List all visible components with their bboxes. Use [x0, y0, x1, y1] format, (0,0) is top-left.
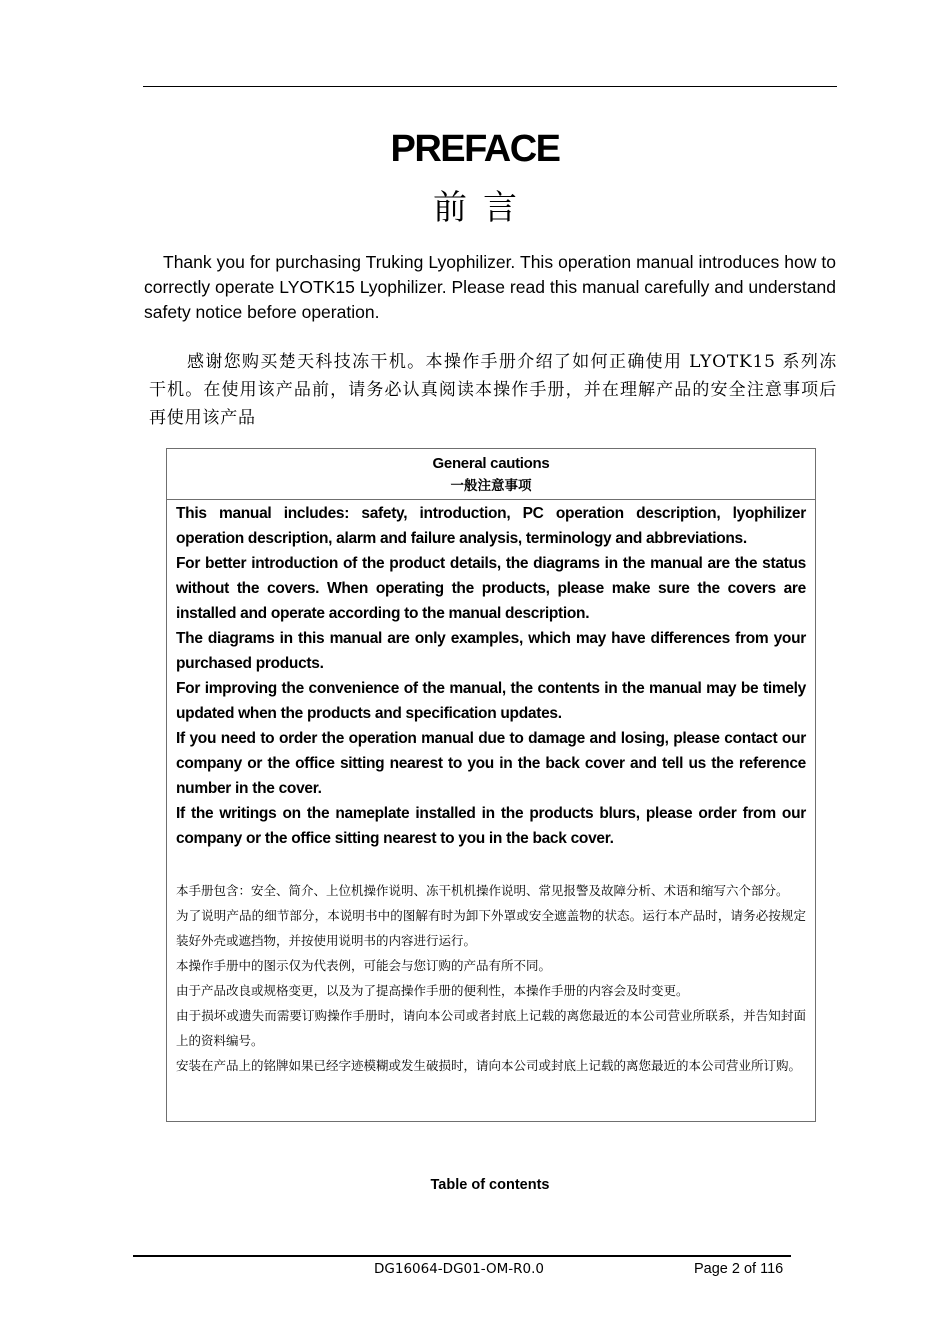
caution-item-en: The diagrams in this manual are only examples, which may have differences from your purchased products. — [176, 630, 806, 672]
general-cautions-box — [166, 448, 816, 1122]
page-number: Page 2 of 116 — [694, 1261, 784, 1277]
cautions-list-en — [167, 501, 815, 851]
cautions-header — [167, 449, 815, 500]
caution-item-cn: 由于损坏或遗失而需要订购操作手册时，请向本公司或者封底上记载的离您最近的本公司营业所联系，并告知封面上的资料编号。 — [176, 1008, 806, 1048]
intro-chinese: 感谢您购买楚天科技冻干机。本操作手册介绍了如何正确使用 LYOTK15 系列冻干机。在使用该产品前，请务必认真阅读本操作手册，并在理解产品的安全注意事项后再使用该产品 — [149, 352, 837, 428]
caution-item-en: If you need to order the operation manual due to damage and losing, please contact our company or the office sitting nearest to you in the back cover and tell us the reference number in the cover. — [176, 730, 806, 797]
toc-heading: Table of contents — [430, 1177, 550, 1193]
intro-english: Thank you for purchasing Truking Lyophilizer. This operation manual introduces how to correctly operate LYOTK15 Lyophilizer. Please read this manual carefully and understand safety notice before operation. — [144, 252, 836, 322]
cautions-title-en: General cautions — [432, 455, 550, 472]
footer-rule — [133, 1255, 791, 1257]
page-title-cn: 前言 — [433, 188, 533, 228]
cautions-title-cn: 一般注意事项 — [450, 478, 532, 494]
cautions-list-cn — [167, 878, 815, 1078]
caution-item-cn: 由于产品改良或规格变更，以及为了提高操作手册的便利性，本操作手册的内容会及时变更。 — [176, 983, 689, 998]
caution-item-en: If the writings on the nameplate installed in the products blurs, please order from our company or the office sitting nearest to you in the back cover. — [176, 805, 806, 847]
caution-item-cn: 为了说明产品的细节部分，本说明书中的图解有时为卸下外罩或安全遮盖物的状态。运行本产品时，请务必按规定装好外壳或遮挡物，并按使用说明书的内容进行运行。 — [176, 908, 806, 948]
caution-item-cn: 本操作手册中的图示仅为代表例，可能会与您订购的产品有所不同。 — [176, 958, 552, 973]
caution-item-cn: 本手册包含：安全、简介、上位机操作说明、冻干机机操作说明、常见报警及故障分析、术语和缩写六个部分。 — [176, 883, 789, 898]
caution-item-en: For improving the convenience of the manual, the contents in the manual may be timely updated when the products and specification updates. — [176, 680, 806, 722]
caution-item-en: This manual includes: safety, introduction, PC operation description, lyophilizer operation description, alarm and failure analysis, terminology and abbreviations. — [176, 505, 806, 547]
caution-item-cn: 安装在产品上的铭牌如果已经字迹模糊或发生破损时，请向本公司或封底上记载的离您最近的本公司营业所订购。 — [176, 1058, 802, 1073]
caution-item-en: For better introduction of the product details, the diagrams in the manual are the status without the covers. When operating the products, please make sure the covers are installed and operate according to the manual description. — [176, 555, 806, 622]
document-number: DG16064-DG01-OM-R0.0 — [374, 1261, 544, 1277]
page-title: PREFACE — [390, 128, 560, 170]
header-rule — [143, 86, 837, 87]
